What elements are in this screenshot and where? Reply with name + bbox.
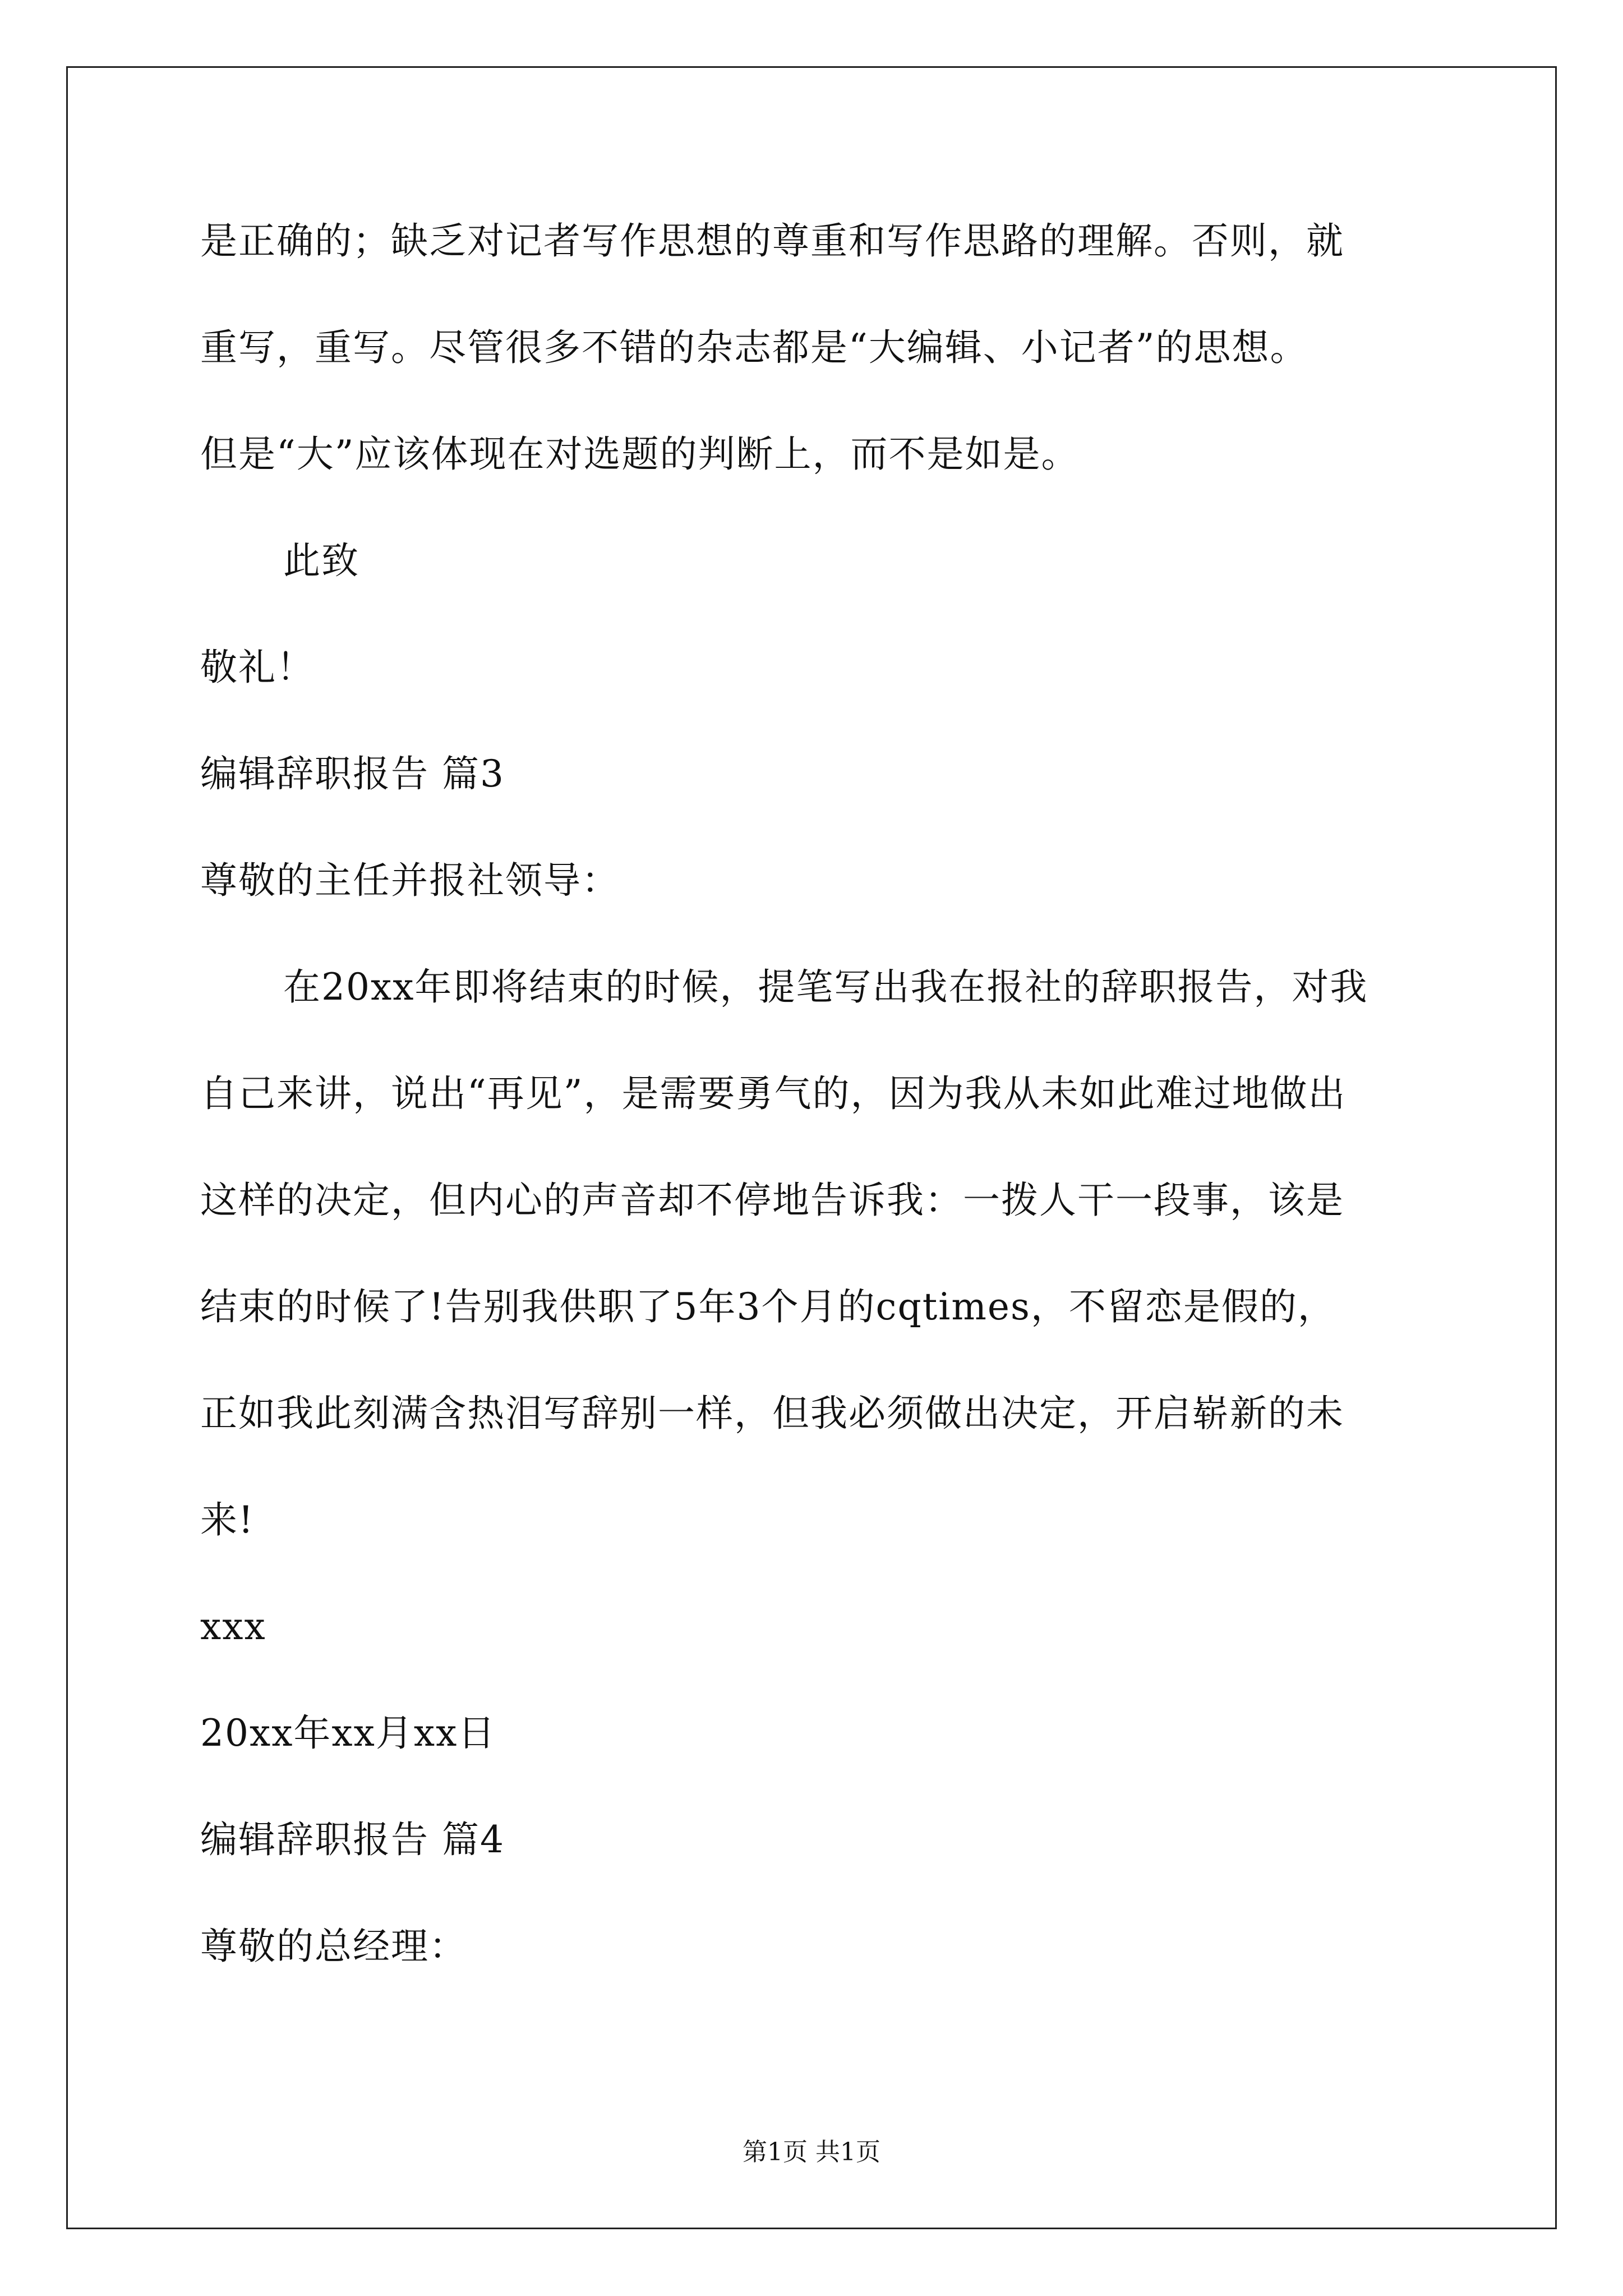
paragraph-line: 来!: [200, 1498, 255, 1542]
closing-salutation: 此致: [283, 539, 359, 582]
paragraph-line: 这样的决定，但内心的声音却不停地告诉我：一拨人干一段事，该是: [200, 1179, 1344, 1222]
document-body: [200, 219, 1462, 2033]
signature-date: 20xx年xx月xx日: [200, 1711, 496, 1755]
closing-regards: 敬礼！: [200, 646, 315, 689]
paragraph-line: 正如我此刻满含热泪写辞别一样，但我必须做出决定，开启崭新的未: [200, 1392, 1344, 1435]
page-footer: 第1页 共1页: [743, 2138, 880, 2166]
section-heading: 编辑辞职报告 篇4: [200, 1818, 505, 1861]
paragraph-line: 是正确的；缺乏对记者写作思想的尊重和写作思路的理解。否则，就: [200, 219, 1344, 263]
letter-greeting: 尊敬的主任并报社领导：: [200, 859, 620, 902]
paragraph-line: 自己来讲，说出“再见”，是需要勇气的，因为我从未如此难过地做出: [200, 1072, 1347, 1115]
section-heading: 编辑辞职报告 篇3: [200, 752, 505, 795]
paragraph-line: 重写，重写。尽管很多不错的杂志都是“大编辑、小记者”的思想。: [200, 326, 1308, 369]
signature-name: xxx: [200, 1605, 266, 1648]
paragraph-line: 但是“大”应该体现在对选题的判断上，而不是如是。: [200, 432, 1080, 476]
paragraph-line: 在20xx年即将结束的时候，提笔写出我在报社的辞职报告，对我: [283, 965, 1368, 1009]
paragraph-line: 结束的时候了!告别我供职了5年3个月的cqtimes，不留恋是假的，: [200, 1285, 1336, 1328]
letter-greeting: 尊敬的总经理：: [200, 1925, 467, 1968]
